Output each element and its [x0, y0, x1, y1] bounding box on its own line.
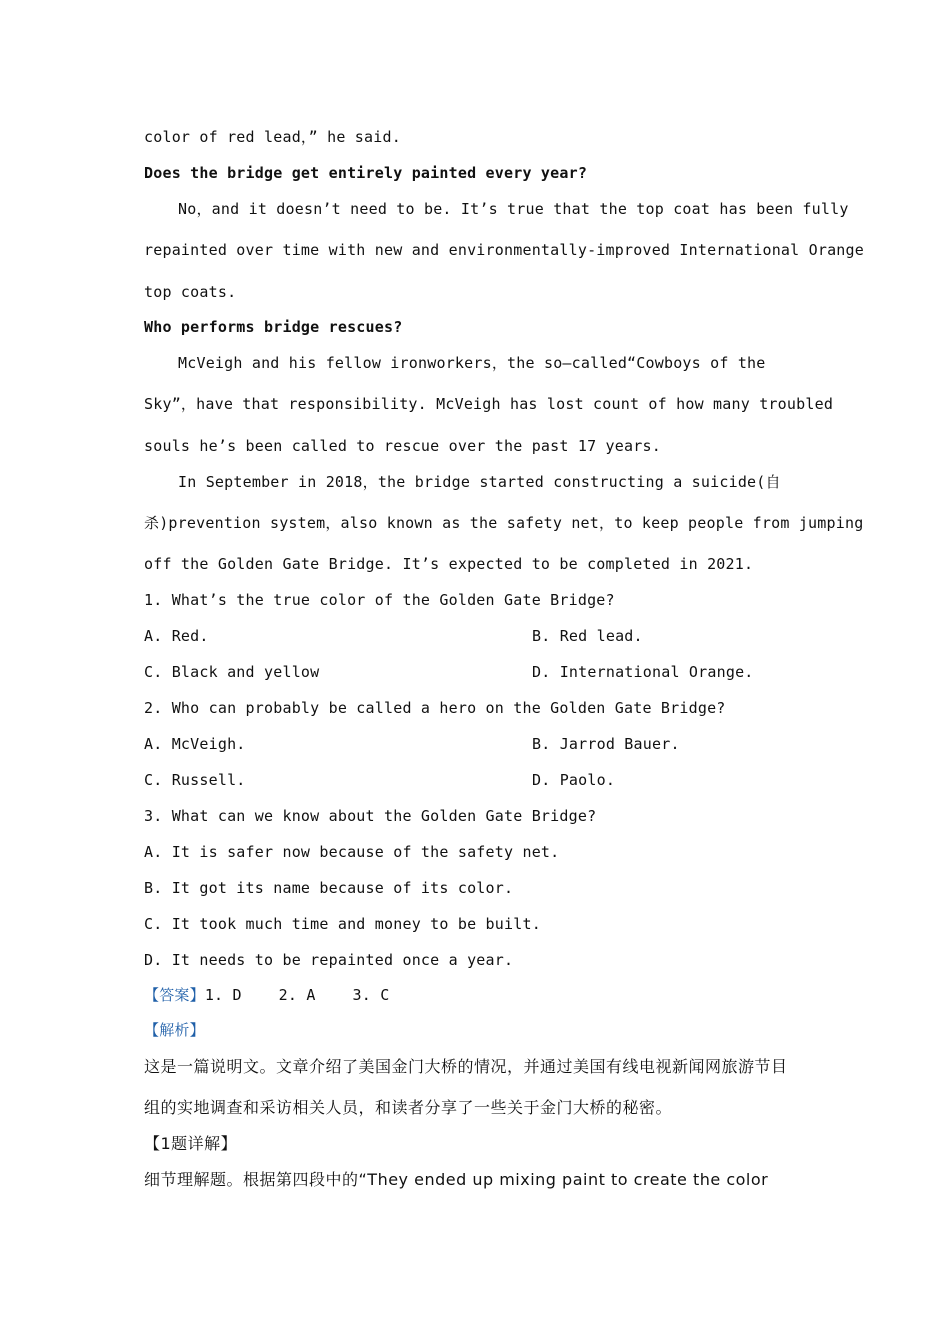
document-page: [144, 0, 864, 1344]
paragraph-line: repainted over time with new and environmentally-improved International Orange: [144, 241, 864, 259]
question-option: A. It is safer now because of the safety net.: [144, 843, 560, 861]
section-heading: Does the bridge get entirely painted every year?: [144, 164, 588, 182]
question-option: B. It got its name because of its color.: [144, 879, 514, 897]
question-stem: 2. Who can probably be called a hero on the Golden Gate Bridge?: [144, 699, 726, 717]
analysis-tag: 【解析】: [144, 1021, 205, 1039]
paragraph-line: McVeigh and his fellow ironworkers，the so—called“Cowboys of the: [178, 354, 766, 372]
analysis-summary-line: 这是一篇说明文。文章介绍了美国金门大桥的情况，并通过美国有线电视新闻网旅游节目: [144, 1057, 788, 1076]
paragraph-line: In September in 2018，the bridge started constructing a suicide(自: [178, 473, 781, 491]
paragraph-line: No，and it doesn’t need to be. It’s true that the top coat has been fully: [178, 200, 849, 218]
question-stem: 3. What can we know about the Golden Gate Bridge?: [144, 807, 597, 825]
question-option: A. McVeigh.: [144, 735, 246, 753]
passage-line: color of red lead，” he said.: [144, 128, 401, 146]
question-option: B. Jarrod Bauer.: [532, 735, 680, 753]
paragraph-line: Sky”，have that responsibility. McVeigh has lost count of how many troubled: [144, 395, 834, 413]
question-option: C. It took much time and money to be built.: [144, 915, 541, 933]
question-option: C. Russell.: [144, 771, 246, 789]
paragraph-line: souls he’s been called to rescue over the past 17 years.: [144, 437, 661, 455]
paragraph-line: top coats.: [144, 283, 237, 301]
question-option: D. International Orange.: [532, 663, 754, 681]
answer-text: 1. D 2. A 3. C: [204, 986, 390, 1004]
analysis-summary-line: 组的实地调查和采访相关人员，和读者分享了一些关于金门大桥的秘密。: [144, 1098, 673, 1117]
answer-line: [144, 985, 389, 1005]
section-heading: Who performs bridge rescues?: [144, 318, 403, 336]
question-option: B. Red lead.: [532, 627, 643, 645]
answer-tag: 【答案】: [144, 986, 205, 1004]
question-stem: 1. What’s the true color of the Golden Gate Bridge?: [144, 591, 615, 609]
detail-line: 细节理解题。根据第四段中的“They ended up mixing paint to create the color: [144, 1170, 769, 1189]
paragraph-line: off the Golden Gate Bridge. It’s expected to be completed in 2021.: [144, 555, 754, 573]
detail-heading: 【1题详解】: [144, 1134, 238, 1153]
question-option: A. Red.: [144, 627, 209, 645]
question-option: C. Black and yellow: [144, 663, 320, 681]
paragraph-line: 杀)prevention system，also known as the safety net，to keep people from jumping: [144, 514, 864, 532]
question-option: D. It needs to be repainted once a year.: [144, 951, 514, 969]
question-option: D. Paolo.: [532, 771, 616, 789]
